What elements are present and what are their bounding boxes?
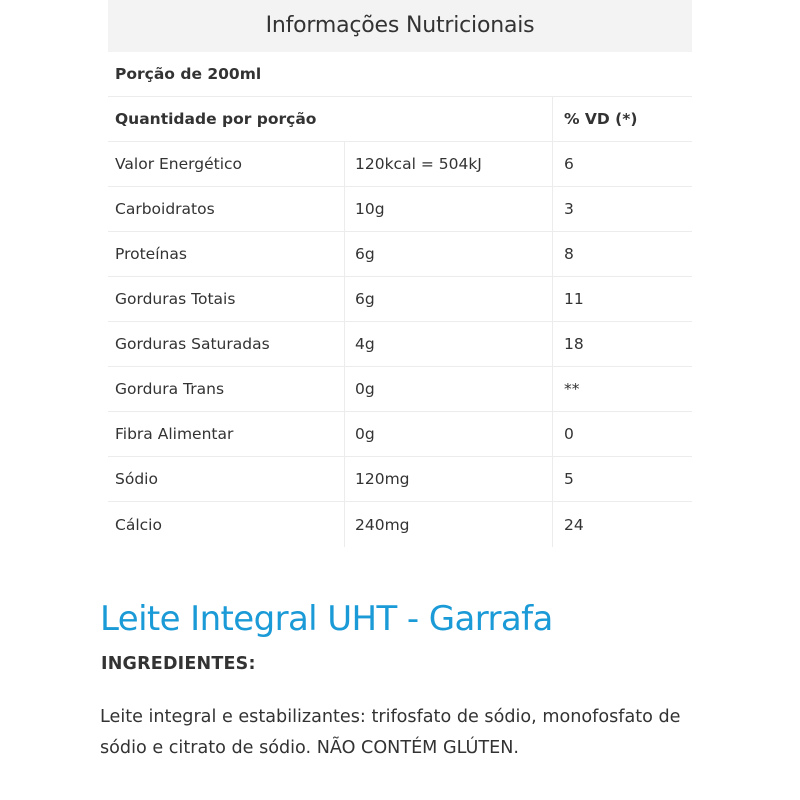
serving-row [108,52,692,97]
nutrient-name: Proteínas [108,232,345,276]
serving-size: Porção de 200ml [115,65,262,83]
table-row [108,187,692,232]
nutrient-name: Cálcio [108,502,345,547]
nutrient-amount: 10g [345,187,553,231]
table-header-row [108,97,692,142]
table-row [108,412,692,457]
table-row [108,232,692,277]
nutrient-name: Sódio [108,457,345,501]
nutrient-dv: 8 [564,245,574,263]
nutrient-amount: 0g [345,412,553,456]
table-row [108,142,692,187]
table-row [108,502,692,547]
nutrient-amount: 4g [345,322,553,366]
nutrient-dv: 5 [564,470,574,488]
nutrient-amount: 120mg [345,457,553,501]
table-row [108,457,692,502]
nutrient-name: Gordura Trans [108,367,345,411]
nutrition-title: Informações Nutricionais [108,0,692,52]
nutrient-dv: 0 [564,425,574,443]
dv-header: % VD (*) [564,110,638,128]
nutrient-dv: 6 [564,155,574,173]
nutrient-name: Carboidratos [108,187,345,231]
table-row [108,277,692,322]
nutrient-amount: 240mg [345,502,553,547]
nutrient-dv: 11 [564,290,584,308]
nutrient-amount: 0g [345,367,553,411]
nutrition-table [108,0,692,547]
nutrient-amount: 6g [345,232,553,276]
nutrient-dv: 18 [564,335,584,353]
ingredients-text: Leite integral e estabilizantes: trifosfato de sódio, monofosfato de sódio e citrato de sódio. NÃO CONTÉM GLÚTEN. [100,707,681,758]
nutrient-name: Gorduras Saturadas [108,322,345,366]
product-title: Leite Integral UHT - Garrafa [100,599,553,639]
nutrient-dv: ** [564,380,580,398]
quantity-header: Quantidade por porção [108,97,553,141]
nutrient-name: Valor Energético [108,142,345,186]
nutrient-name: Gorduras Totais [108,277,345,321]
table-row [108,367,692,412]
nutrient-amount: 6g [345,277,553,321]
ingredients-heading: INGREDIENTES: [101,654,256,674]
nutrient-dv: 24 [564,515,584,534]
nutrient-dv: 3 [564,200,574,218]
table-row [108,322,692,367]
nutrient-name: Fibra Alimentar [108,412,345,456]
nutrient-amount: 120kcal = 504kJ [345,142,553,186]
